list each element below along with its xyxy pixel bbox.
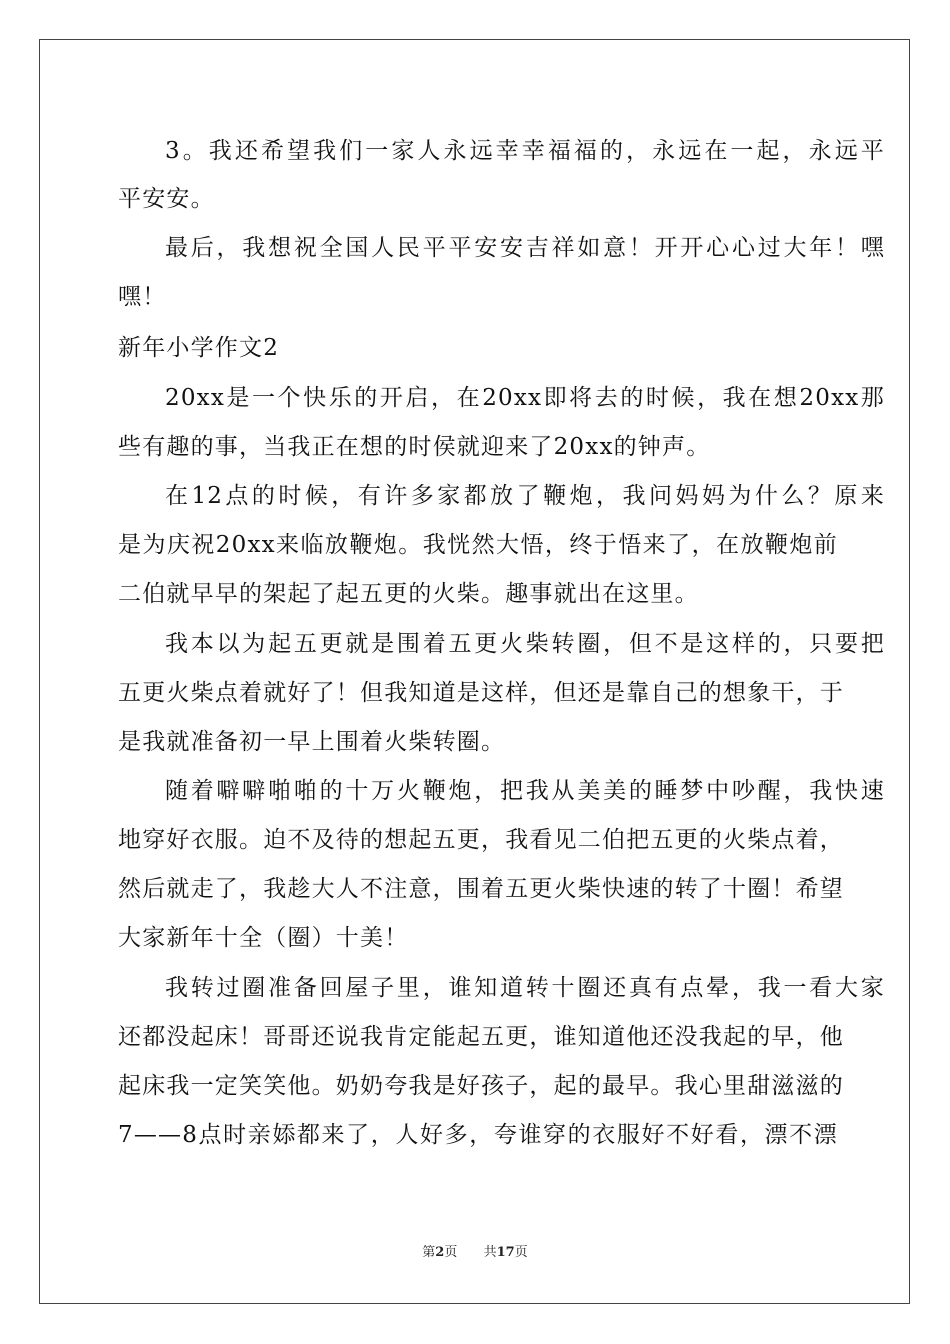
total-prefix: 共 <box>483 1245 497 1260</box>
paragraph-line: 是我就准备初一早上围着火柴转圈。 <box>118 729 506 755</box>
paragraph-line: 7——8点时亲婖都来了，人好多，夸谁穿的衣服好不好看，漂不漂 <box>118 1122 838 1148</box>
paragraph-line: 随着噼噼啪啪的十万火鞭炮，把我从美美的睡梦中吵醒，我快速 <box>165 778 885 804</box>
page-prefix: 第 <box>422 1245 436 1260</box>
paragraph-line: 然后就走了，我趁大人不注意，围着五更火柴快速的转了十圈！希望 <box>118 876 844 902</box>
paragraph-line: 我转过圈准备回屋子里，谁知道转十圈还真有点晕，我一看大家 <box>165 975 885 1001</box>
total-pages-number: 17 <box>496 1245 515 1260</box>
paragraph-line: 些有趣的事，当我正在想的时侯就迎来了20xx的钟声。 <box>118 434 711 460</box>
paragraph-line: 我本以为起五更就是围着五更火柴转圈，但不是这样的，只要把 <box>165 631 885 657</box>
current-page-number: 2 <box>435 1245 445 1260</box>
paragraph-line: 是为庆祝20xx来临放鞭炮。我恍然大悟，终于悟来了，在放鞭炮前 <box>118 532 838 558</box>
paragraph-line: 最后，我想祝全国人民平平安安吉祥如意！开开心心过大年！嘿 <box>165 235 885 261</box>
paragraph-line: 还都没起床！哥哥还说我肯定能起五更，谁知道他还没我起的早，他 <box>118 1024 844 1050</box>
page-border <box>39 39 910 1304</box>
paragraph-line: 20xx是一个快乐的开启，在20xx即将去的时候，我在想20xx那 <box>165 385 885 411</box>
paragraph-line: 二伯就早早的架起了起五更的火柴。趣事就出在这里。 <box>118 581 699 607</box>
page-footer <box>0 1244 950 1262</box>
paragraph-line: 在12点的时候，有许多家都放了鞭炮，我问妈妈为什么？原来 <box>165 483 885 509</box>
paragraph-line: 平安安。 <box>118 186 215 212</box>
paragraph-line: 地穿好衣服。迫不及待的想起五更，我看见二伯把五更的火柴点着， <box>118 827 844 853</box>
section-heading: 新年小学作文2 <box>118 335 280 361</box>
total-suffix: 页 <box>514 1245 528 1260</box>
paragraph-line: 大家新年十全（圈）十美！ <box>118 925 409 951</box>
paragraph-line: 五更火柴点着就好了！但我知道是这样，但还是靠自己的想象干，于 <box>118 680 844 706</box>
paragraph-line: 3。我还希望我们一家人永远幸幸福福的，永远在一起，永远平 <box>165 138 885 164</box>
paragraph-line: 起床我一定笑笑他。奶奶夸我是好孩子，起的最早。我心里甜滋滋的 <box>118 1073 844 1099</box>
page-suffix: 页 <box>444 1245 458 1260</box>
paragraph-line: 嘿！ <box>118 284 167 310</box>
